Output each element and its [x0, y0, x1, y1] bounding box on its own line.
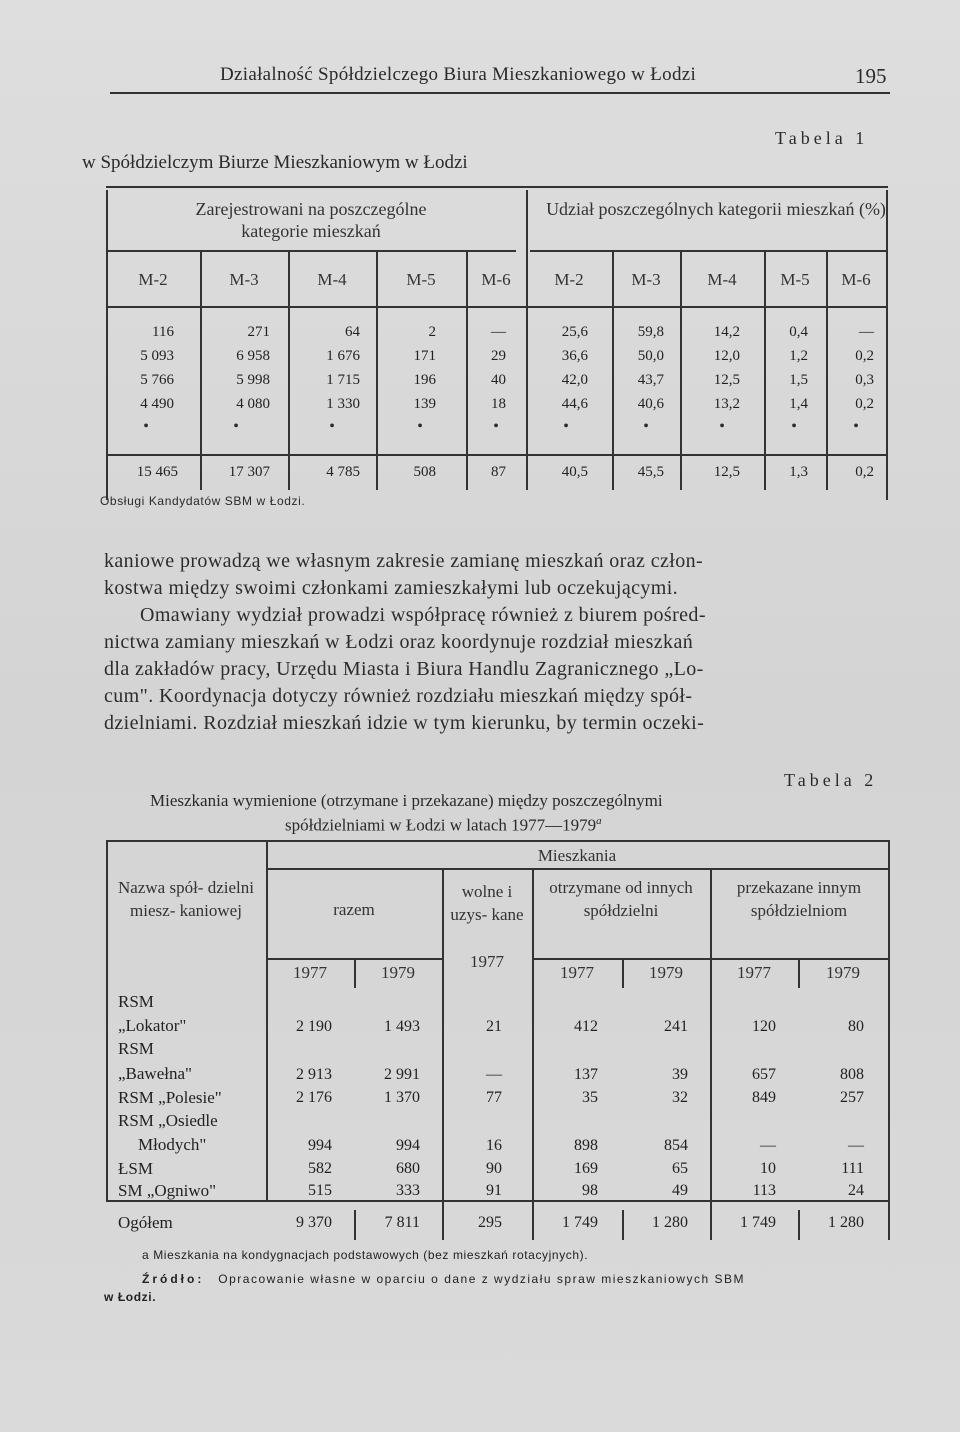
table2-cell: 90 [486, 1160, 502, 1177]
table1-ellipsis-dot: • [417, 418, 423, 435]
table2-year-header: 1977 [293, 963, 327, 982]
table2-cell: 994 [308, 1137, 332, 1154]
table1-ellipsis-dot: • [329, 418, 335, 435]
table1-cell: 2 [428, 324, 436, 340]
table1-cell: 0,4 [789, 324, 808, 340]
table1-top-rule [106, 186, 888, 188]
table1-cell: — [491, 324, 506, 340]
table1-label: Tabela 1 [775, 128, 869, 148]
table1-ellipsis-dot: • [493, 418, 499, 435]
table1-total-cell: 1,3 [789, 464, 808, 480]
table1-col-header: M-5 [406, 270, 436, 289]
table2-cell: 21 [486, 1018, 502, 1035]
table2-row-name: RSM „Osiedle [118, 1111, 218, 1130]
table2-cell: — [486, 1066, 502, 1083]
table2-cell: 113 [752, 1182, 776, 1199]
table2-cell: 1 370 [384, 1089, 420, 1106]
table1-cell: 12,5 [713, 372, 740, 388]
table2-total-cell: 1 749 [740, 1214, 776, 1231]
table1-col-header: M-3 [229, 270, 259, 289]
table1-cell: 40,6 [637, 396, 664, 412]
table2-year-header: 1977 [737, 963, 771, 982]
table1-cell: 42,0 [561, 372, 588, 388]
table2-source-text-cont: w Łodzi. [104, 1290, 157, 1304]
table2-cell: 257 [840, 1089, 864, 1106]
table1-col-header: M-6 [841, 270, 871, 289]
body-line: dzielniami. Rozdział mieszkań idzie w tym kierunku, by termin oczeki- [104, 712, 705, 734]
table1-cell: — [859, 324, 874, 340]
table2-cell: 111 [841, 1160, 864, 1177]
table2-cell: 2 190 [296, 1018, 332, 1035]
table1-cell: 13,2 [713, 396, 740, 412]
table1-total-cell: 4 785 [326, 464, 360, 480]
table2-year-header: 1977 [560, 963, 594, 982]
body-line: Omawiany wydział prowadzi współpracę również z biurem pośred- [140, 604, 706, 626]
table2-cell: 137 [574, 1066, 598, 1083]
table1-source: Obsługi Kandydatów SBM w Łodzi. [100, 494, 306, 508]
table1-cell: 171 [413, 348, 436, 364]
table2-label: Tabela 2 [784, 770, 878, 790]
table2-col-przekazane: przekazane innym spółdzielniom [736, 878, 862, 920]
table1-ellipsis-dot: • [563, 418, 569, 435]
table2-cell: 49 [672, 1182, 688, 1199]
table2-caption-line1: Mieszkania wymienione (otrzymane i przekazane) między poszczególnymi [150, 791, 663, 810]
table2-cell: 2 913 [296, 1066, 332, 1083]
table2-cell: 2 176 [296, 1089, 332, 1106]
table1-cell: 116 [152, 324, 174, 340]
table2-cell: 10 [760, 1160, 776, 1177]
table1-cell: 64 [345, 324, 360, 340]
table1-cell: 18 [491, 396, 506, 412]
table1-col-header: M-6 [481, 270, 511, 289]
table1-cell: 1,2 [789, 348, 808, 364]
table1-total-cell: 0,2 [855, 464, 874, 480]
table1-cell: 0,2 [855, 348, 874, 364]
table2-group-rule [266, 868, 888, 870]
table2-source-label: Źródło: [142, 1272, 205, 1286]
table1-total-rule [106, 454, 888, 456]
table2-total-rule [106, 1200, 888, 1202]
table2-total-cell: 1 280 [828, 1214, 864, 1231]
table2-year-header: 1979 [649, 963, 683, 982]
table2-cell: 65 [672, 1160, 688, 1177]
table1-col-header: M-2 [554, 270, 584, 289]
table2-cell: 582 [308, 1160, 332, 1177]
running-title: Działalność Spółdzielczego Biura Mieszkaniowego w Łodzi [220, 64, 697, 85]
table1-cell: 44,6 [561, 396, 588, 412]
table2-cell: 994 [396, 1137, 420, 1154]
table1-cell: 1,4 [789, 396, 808, 412]
table2-cell: 120 [752, 1018, 776, 1035]
body-line: nictwa zamiany mieszkań w Łodzi oraz koordynuje rozdział mieszkań [104, 631, 694, 653]
table2-caption-line2 [285, 815, 602, 836]
table2-cell: 808 [840, 1066, 864, 1083]
table2-row-name: SM „Ogniwo" [118, 1181, 217, 1200]
table1 [106, 190, 888, 500]
table2-row-name: Młodych" [138, 1135, 207, 1154]
table2-col-otrzymane: otrzymane od innych spółdzielni [549, 878, 693, 920]
table2-cell: 680 [396, 1160, 420, 1177]
table1-total-cell: 508 [413, 464, 436, 480]
table2-cell: 241 [664, 1018, 688, 1035]
table2-year-rule [266, 958, 442, 960]
table2-caption-footnote-mark: a [596, 815, 602, 827]
body-line: dla zakładów pracy, Urzędu Miasta i Biura Handlu Zagranicznego „Lo- [104, 658, 704, 680]
table1-cell: 1 676 [326, 348, 360, 364]
table1-cell: 43,7 [637, 372, 664, 388]
table1-total-cell: 15 465 [136, 464, 178, 480]
table1-border-left [106, 190, 108, 500]
table1-col-header: M-2 [138, 270, 168, 289]
table1-cell: 5 093 [140, 348, 174, 364]
table1-cell: 139 [413, 396, 436, 412]
table2-year-header: 1979 [381, 963, 415, 982]
table1-cell: 196 [413, 372, 436, 388]
table2-cell: 412 [574, 1018, 598, 1035]
table2-border-right [888, 840, 890, 1240]
table1-caption: w Spółdzielczym Biurze Mieszkaniowym w Łodzi [82, 152, 468, 173]
table2-cell: 16 [486, 1137, 502, 1154]
table1-cell: 6 958 [236, 348, 270, 364]
table1-group-rule-left [106, 250, 516, 252]
table1-group-registered: Zarejestrowani na poszczególne kategorie mieszkań [195, 199, 427, 241]
table1-cell: 4 490 [140, 396, 174, 412]
table1-group-rule-right [530, 250, 888, 252]
table1-total-cell: 87 [491, 464, 506, 480]
table1-total-cell: 17 307 [228, 464, 270, 480]
table2-cell: 80 [848, 1018, 864, 1035]
table2-row-name: „Bawełna" [118, 1064, 192, 1083]
table2-cell: 98 [582, 1182, 598, 1199]
table2-year-header: 1979 [826, 963, 860, 982]
table2-cell: 898 [574, 1137, 598, 1154]
table1-col-header: M-4 [317, 270, 347, 289]
table1-cell: 0,2 [855, 396, 874, 412]
table1-cell: 25,6 [561, 324, 588, 340]
table2-source-text: Opracowanie własne w oparciu o dane z wydziału spraw mieszkaniowych SBM [218, 1272, 745, 1286]
table1-ellipsis-dot: • [643, 418, 649, 435]
table2-source-line [142, 1272, 745, 1286]
table2-cell: 32 [672, 1089, 688, 1106]
table2-col-razem: razem [333, 900, 375, 919]
table2-total-label: Ogółem [118, 1213, 173, 1232]
table1-cell: 5 998 [236, 372, 270, 388]
table1-border-right [886, 190, 888, 500]
table2-cell: 39 [672, 1066, 688, 1083]
table2-col-wolne-year: 1977 [470, 952, 504, 971]
table1-cell: 0,3 [855, 372, 874, 388]
table2-cell: 35 [582, 1089, 598, 1106]
table2-cell: 91 [486, 1182, 502, 1199]
table1-cell: 14,2 [713, 324, 740, 340]
table1-cell: 59,8 [637, 324, 664, 340]
table1-ellipsis-dot: • [791, 418, 797, 435]
page-number: 195 [855, 64, 887, 88]
table2-cell: 657 [752, 1066, 776, 1083]
table1-cell: 29 [491, 348, 506, 364]
body-paragraph [104, 548, 894, 737]
table1-total-cell: 40,5 [561, 464, 588, 480]
table1-ellipsis-dot: • [143, 418, 149, 435]
table1-ellipsis-dot: • [233, 418, 239, 435]
table2-footnote: a Mieszkania na kondygnacjach podstawowych (bez mieszkań rotacyjnych). [142, 1248, 589, 1262]
table2-col-wolne: wolne i uzys- kane [450, 882, 524, 924]
table2-cell: 849 [752, 1089, 776, 1106]
table1-ellipsis-dot: • [853, 418, 859, 435]
table1-col-header: M-5 [780, 270, 810, 289]
table2-row-name: ŁSM [118, 1159, 153, 1178]
table1-cell: 271 [247, 324, 270, 340]
table2-caption-text: spółdzielniami w Łodzi w latach 1977—1979 [285, 815, 597, 835]
table2-cell: 854 [664, 1137, 688, 1154]
table1-col-header: M-3 [631, 270, 661, 289]
table1-total-cell: 45,5 [637, 464, 664, 480]
table2-row-name: RSM „Polesie" [118, 1088, 222, 1107]
body-line: kostwa między swoimi członkami zamieszkałymi lub oczekującymi. [104, 577, 679, 599]
table2-total-cell: 295 [478, 1214, 502, 1231]
table2-cell: — [760, 1137, 776, 1154]
table2-total-cell: 1 280 [652, 1214, 688, 1231]
table1-cell: 50,0 [637, 348, 664, 364]
table2-total-cell: 1 749 [562, 1214, 598, 1231]
table2-total-cell: 7 811 [384, 1214, 420, 1231]
table1-cell: 1 330 [326, 396, 360, 412]
table2-cell: 2 991 [384, 1066, 420, 1083]
table2 [106, 840, 888, 1240]
table1-header-rule [106, 306, 888, 308]
table2-col-name: Nazwa spół- dzielni miesz- kaniowej [118, 878, 254, 920]
table2-row-name: RSM [118, 1039, 154, 1058]
body-line: cum". Koordynacja dotyczy również rozdziału mieszkań między spół- [104, 685, 693, 707]
table2-total-cell: 9 370 [296, 1214, 332, 1231]
table2-cell: — [848, 1137, 864, 1154]
table1-col-header: M-4 [707, 270, 737, 289]
table2-row-name: RSM [118, 992, 154, 1011]
table2-cell: 515 [308, 1182, 332, 1199]
table1-cell: 1,5 [789, 372, 808, 388]
table2-cell: 1 493 [384, 1018, 420, 1035]
table2-cell: 24 [848, 1182, 864, 1199]
table1-group-share: Udział poszczególnych kategorii mieszkań (%) [546, 199, 886, 219]
table2-year-rule [532, 958, 888, 960]
table1-cell: 4 080 [236, 396, 270, 412]
table1-cell: 40 [491, 372, 506, 388]
table2-cell: 77 [486, 1089, 502, 1106]
table2-cell: 169 [574, 1160, 598, 1177]
table1-cell: 12,0 [713, 348, 740, 364]
table2-group-header: Mieszkania [537, 846, 617, 865]
table1-ellipsis-dot: • [719, 418, 725, 435]
table2-row-name: „Lokator" [118, 1016, 187, 1035]
header-rule [110, 92, 890, 94]
table1-cell: 36,6 [561, 348, 588, 364]
table1-total-cell: 12,5 [713, 464, 740, 480]
table1-cell: 5 766 [140, 372, 174, 388]
table1-cell: 1 715 [326, 372, 360, 388]
table2-cell: 333 [396, 1182, 420, 1199]
body-line: kaniowe prowadzą we własnym zakresie zamianę mieszkań oraz człon- [104, 550, 704, 572]
